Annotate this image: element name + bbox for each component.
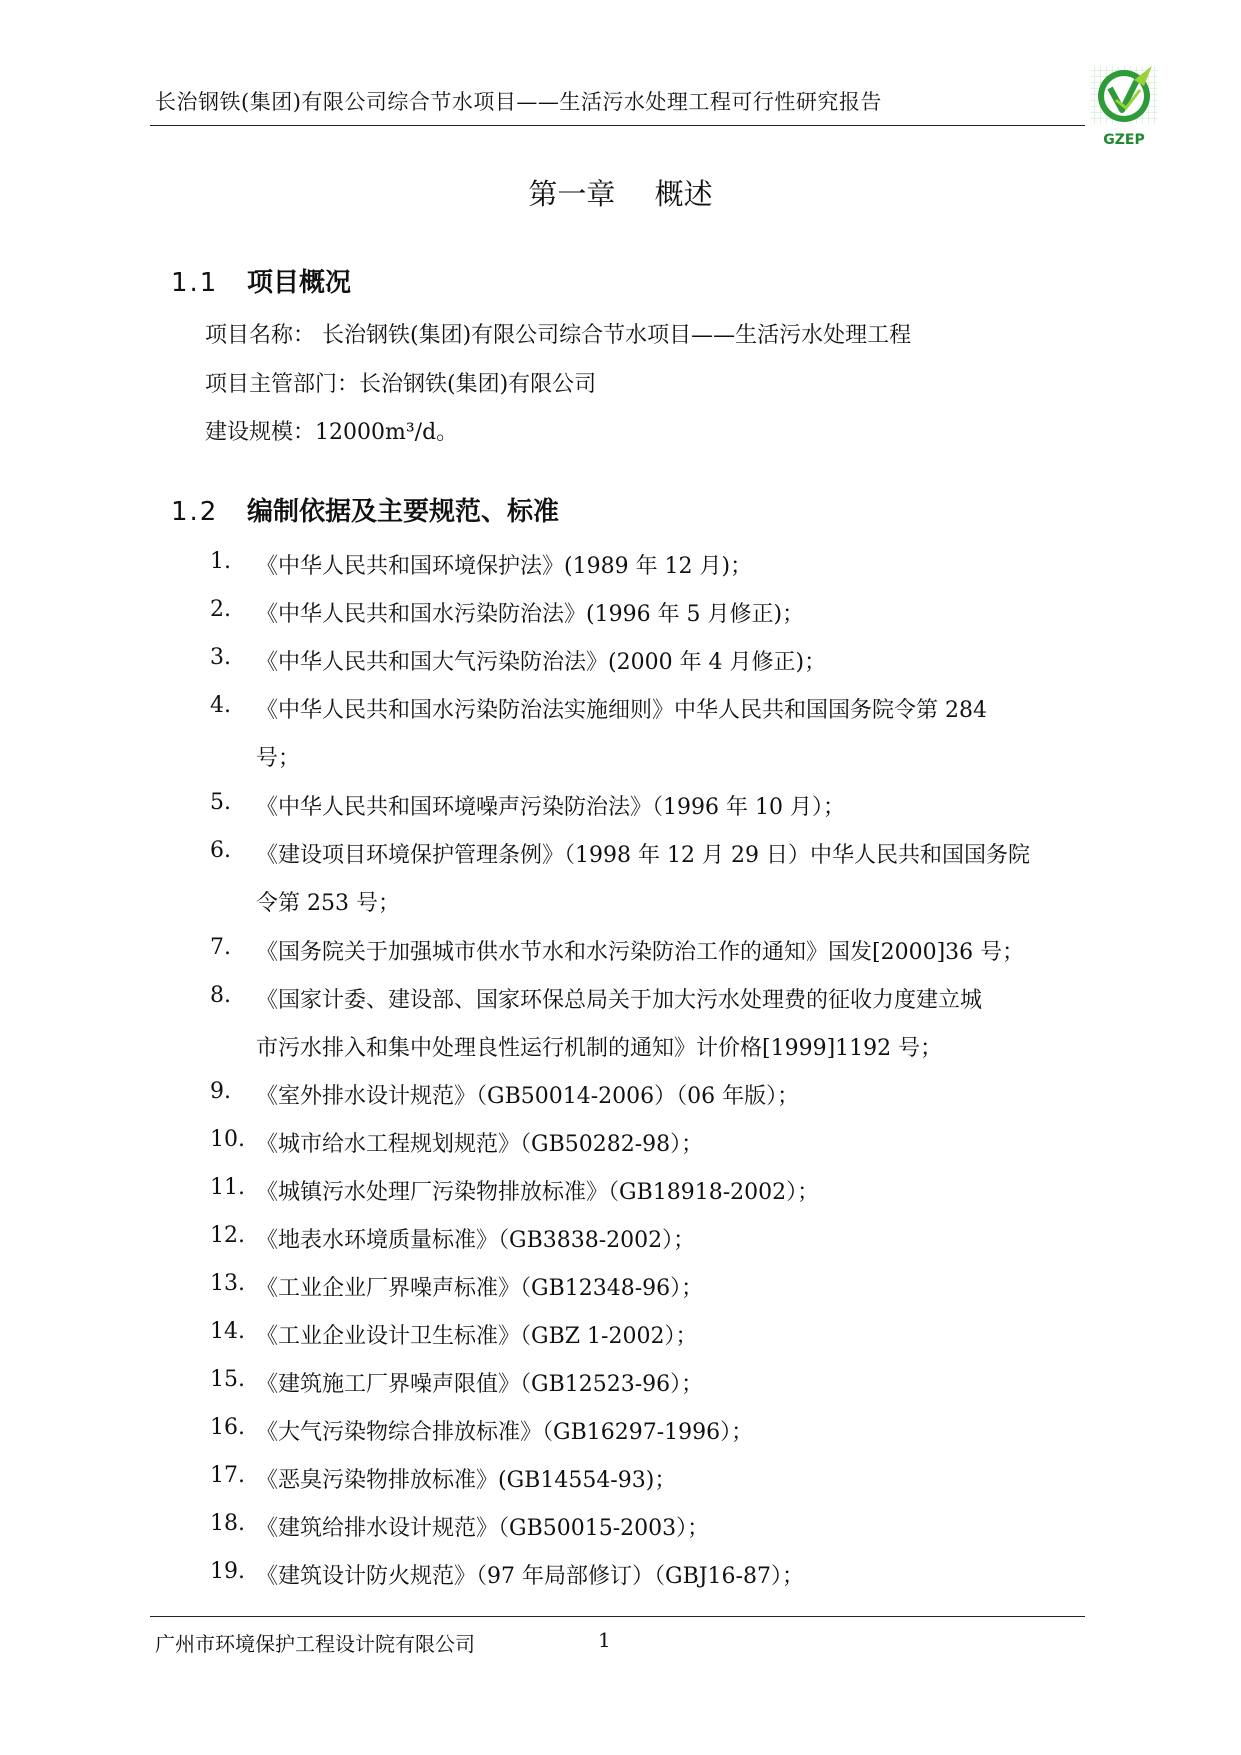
list-index: 1.: [210, 549, 231, 574]
list-text: 《恶臭污染物排放标准》(GB14554-93)；: [256, 1468, 677, 1493]
list-index: 11.: [210, 1175, 245, 1200]
footer-rule: [150, 1616, 1085, 1617]
list-index: 19.: [210, 1559, 245, 1584]
list-text-continued: 号；: [256, 746, 301, 771]
list-index: 9.: [210, 1079, 231, 1104]
list-text: 《工业企业厂界噪声标准》（GB12348-96）；: [256, 1276, 704, 1301]
project-department-line: 项目主管部门：长治钢铁(集团)有限公司: [205, 372, 597, 397]
footer-company: 广州市环境保护工程设计院有限公司: [155, 1632, 475, 1656]
list-index: 10.: [210, 1127, 245, 1152]
list-text: 《城市给水工程规划规范》（GB50282-98）；: [256, 1132, 704, 1157]
header-rule: [150, 125, 1085, 126]
list-text: 《中华人民共和国环境噪声污染防治法》（1996 年 10 月）；: [256, 795, 845, 820]
header-title: 长治钢铁(集团)有限公司综合节水项目——生活污水处理工程可行性研究报告: [155, 90, 882, 114]
list-text: 《室外排水设计规范》（GB50014-2006）（06 年版）；: [256, 1084, 800, 1109]
list-index: 7.: [210, 935, 231, 960]
list-index: 2.: [210, 597, 231, 622]
list-text: 《建筑设计防火规范》（97 年局部修订）（GBJ16-87）；: [256, 1564, 804, 1589]
list-index: 15.: [210, 1367, 245, 1392]
section-heading-1-2: [171, 491, 559, 528]
logo-text: GZEP: [1103, 132, 1145, 148]
gzep-logo: [1088, 64, 1160, 148]
list-text: 《建筑施工厂界噪声限值》（GB12523-96）；: [256, 1372, 704, 1397]
list-text: 《建设项目环境保护管理条例》（1998 年 12 月 29 日）中华人民共和国国务院: [256, 843, 1030, 868]
list-text: 《国务院关于加强城市供水节水和水污染防治工作的通知》国发[2000]36 号；: [256, 940, 1025, 965]
list-text-continued: 市污水排入和集中处理良性运行机制的通知》计价格[1999]1192 号；: [256, 1036, 943, 1061]
gzep-logo-icon: [1088, 64, 1160, 148]
list-text: 《城镇污水处理厂污染物排放标准》（GB18918-2002）；: [256, 1180, 820, 1205]
list-index: 8.: [210, 983, 231, 1008]
list-index: 17.: [210, 1463, 245, 1488]
list-text: 《中华人民共和国水污染防治法》(1996 年 5 月修正)；: [256, 602, 805, 627]
list-text: 《地表水环境质量标准》（GB3838-2002）；: [256, 1228, 696, 1253]
list-text: 《国家计委、建设部、国家环保总局关于加大污水处理费的征收力度建立城: [256, 988, 983, 1013]
list-index: 16.: [210, 1415, 245, 1440]
section-heading-1-1: [171, 262, 351, 299]
project-name-line: 项目名称： 长治钢铁(集团)有限公司综合节水项目——生活污水处理工程: [205, 323, 912, 348]
list-text: 《中华人民共和国环境保护法》(1989 年 12 月)；: [256, 554, 753, 579]
section-number: 1.1: [171, 268, 219, 298]
list-index: 6.: [210, 838, 231, 863]
list-index: 12.: [210, 1223, 245, 1248]
list-text: 《中华人民共和国大气污染防治法》(2000 年 4 月修正)；: [256, 650, 827, 675]
list-text-continued: 令第 253 号；: [256, 891, 400, 916]
list-index: 4.: [210, 693, 231, 718]
list-text: 《中华人民共和国水污染防治法实施细则》中华人民共和国国务院令第 284: [256, 698, 987, 723]
section-title: 项目概况: [247, 268, 352, 298]
chapter-title: 第一章 概述: [528, 177, 713, 211]
list-text: 《大气污染物综合排放标准》（GB16297-1996）；: [256, 1420, 754, 1445]
section-number: 1.2: [171, 497, 219, 527]
list-index: 3.: [210, 645, 231, 670]
project-scale-line: 建设规模：12000m³/d。: [205, 420, 459, 445]
list-index: 13.: [210, 1271, 245, 1296]
list-index: 18.: [210, 1511, 245, 1536]
list-text: 《工业企业设计卫生标准》（GBZ 1-2002）；: [256, 1324, 698, 1349]
list-index: 5.: [210, 790, 231, 815]
list-text: 《建筑给排水设计规范》（GB50015-2003）；: [256, 1516, 710, 1541]
list-index: 14.: [210, 1319, 245, 1344]
section-title: 编制依据及主要规范、标准: [247, 497, 560, 527]
page-number: 1: [598, 1628, 611, 1652]
